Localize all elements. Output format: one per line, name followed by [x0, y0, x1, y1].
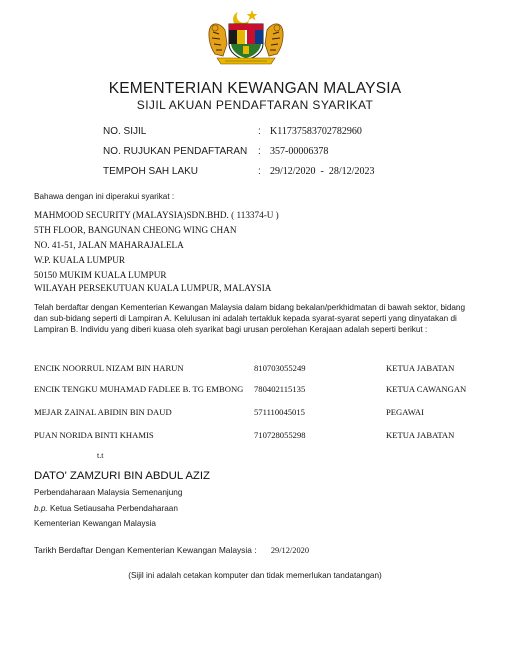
address-line: WILAYAH PERSEKUTUAN KUALA LUMPUR, MALAYSIA	[34, 283, 272, 293]
footer-note: (Sijil ini adalah cetakan komputer dan tidak memerlukan tandatangan)	[128, 571, 382, 580]
person-role: PEGAWAI	[386, 407, 424, 417]
signer-name: DATO' ZAMZURI BIN ABDUL AZIZ	[34, 470, 211, 482]
address-line: NO. 41-51, JALAN MAHARAJALELA	[34, 240, 184, 250]
bp-label: b.p.	[34, 504, 48, 513]
person-name: ENCIK TENGKU MUHAMAD FADLEE B. TG EMBONG	[34, 384, 244, 394]
coat-of-arms-icon	[205, 6, 287, 68]
validity-period-label: TEMPOH SAH LAKU	[103, 166, 199, 177]
certificate-title: SIJIL AKUAN PENDAFTARAN SYARIKAT	[136, 98, 374, 112]
person-ic: 810703055249	[254, 363, 306, 373]
person-ic: 571110045015	[254, 407, 305, 417]
person-role: KETUA CAWANGAN	[386, 384, 467, 394]
statement-paragraph: Telah berdaftar dengan Kementerian Kewangan Malaysia dalam bidang bekalan/perkhidmatan di bawah sektor, bidang dan sub-bidang seperti di Lampiran A. Kelulusan ini adalah tertakluk kepada syarat-syarat seperti yang dinyatakan di Lampiran B. Individu yang diberi kuasa oleh syarikat bagi urusan perolehan Kerajaan adalah seperti berikut :	[34, 303, 466, 335]
person-ic: 780402115135	[254, 384, 306, 394]
cert-number-label: NO. SIJIL	[103, 126, 147, 137]
tt-mark: t.t	[97, 451, 104, 460]
person-name: MEJAR ZAINAL ABIDIN BIN DAUD	[34, 407, 172, 417]
company-name: MAHMOOD SECURITY (MALAYSIA)SDN.BHD. ( 113374-U )	[34, 210, 279, 220]
registration-date-row	[34, 545, 309, 555]
registration-date-label: Tarikh Berdaftar Dengan Kementerian Kewangan Malaysia :	[34, 545, 257, 555]
signer-capacity-text: Ketua Setiausaha Perbendaharaan	[49, 504, 178, 513]
ministry-title: KEMENTERIAN KEWANGAN MALAYSIA	[108, 80, 402, 97]
address-line: 5TH FLOOR, BANGUNAN CHEONG WING CHAN	[34, 225, 237, 235]
person-role: KETUA JABATAN	[386, 430, 455, 440]
person-ic: 710728055298	[254, 430, 306, 440]
validity-period-colon: :	[258, 166, 261, 177]
person-name: PUAN NORIDA BINTI KHAMIS	[34, 430, 154, 440]
reference-number-value: 357-00006378	[270, 146, 329, 157]
person-role: KETUA JABATAN	[386, 363, 455, 373]
signer-capacity	[34, 504, 178, 513]
cert-number-colon: :	[258, 126, 261, 137]
person-name: ENCIK NOORRUL NIZAM BIN HARUN	[34, 363, 184, 373]
reference-number-colon: :	[258, 146, 261, 157]
validity-period-value: 29/12/2020 - 28/12/2023	[270, 166, 375, 177]
address-line: 50150 MUKIM KUALA LUMPUR	[34, 270, 167, 280]
cert-number-value: K11737583702782960	[270, 126, 362, 137]
signer-office: Perbendaharaan Malaysia Semenanjung	[34, 488, 183, 497]
reference-number-label: NO. RUJUKAN PENDAFTARAN	[103, 146, 248, 157]
signer-ministry: Kementerian Kewangan Malaysia	[34, 519, 156, 528]
registration-date-value: 29/12/2020	[270, 546, 310, 555]
intro-text: Bahawa dengan ini diperakui syarikat :	[34, 192, 175, 201]
address-line: W.P. KUALA LUMPUR	[34, 255, 126, 265]
